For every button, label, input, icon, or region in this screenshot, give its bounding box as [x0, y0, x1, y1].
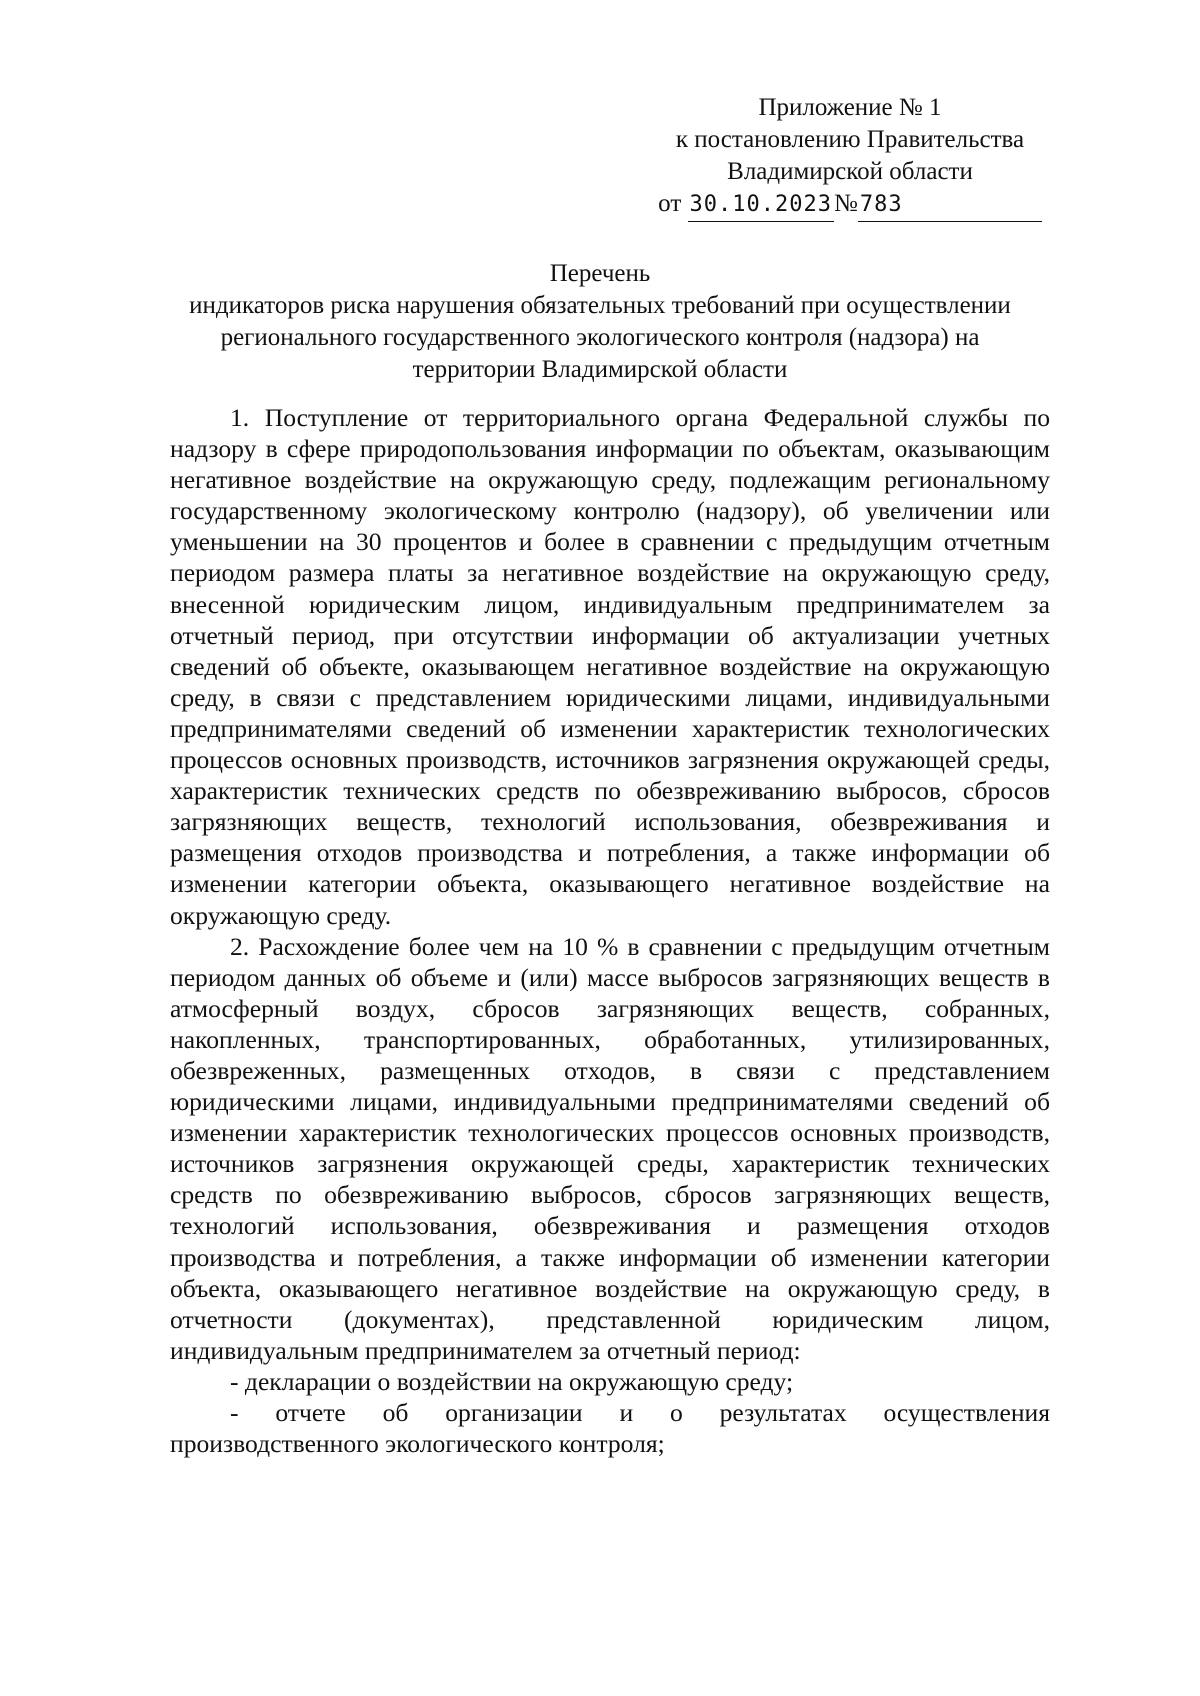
title-line-4: территории Владимирской области — [412, 356, 788, 383]
title-line-3: регионального государственного экологического контроля (надзора) на — [220, 324, 980, 351]
title-line-2: индикаторов риска нарушения обязательных требований при осуществлении — [189, 292, 1011, 319]
appendix-date-line — [640, 188, 1060, 222]
appendix-reference: к постановлению Правительства — [675, 126, 1025, 153]
paragraph-2: 2. Расхождение более чем на 10 % в сравнении с предыдущим отчетным периодом данных об объеме и (или) массе выбросов загрязняющих веществ в атмосферный воздух, сбросов загрязняющих веществ, собранных, накопленных, транспортированных, обработанных, утилизированных, обезвреженных, размещенных отходов, в связи с представлением юридическими лицами, индивидуальными предпринимателями сведений об изменении характеристик технологических процессов основных производств, источников загрязнения окружающей среды, характеристик технических средств по обезвреживанию выбросов, сбросов загрязняющих веществ, технологий использования, обезвреживания и размещения отходов производства и потребления, а также информации об изменении категории объекта, оказывающего негативное воздействие на окружающую среду, в отчетности (документах), представленной юридическим лицом, индивидуальным предпринимателем за отчетный период: — [170, 931, 1050, 1365]
appendix-number: Приложение № 1 — [758, 94, 942, 121]
paragraph-1: 1. Поступление от территориального органа Федеральной службы по надзору в сфере природопользования информации по объектам, оказывающим негативное воздействие на окружающую среду, подлежащим региональному государственному экологическому контролю (надзору), об увеличении или уменьшении на 30 процентов и более в сравнении с предыдущим отчетным периодом размера платы за негативное воздействие на окружающую среду, внесенной юридическим лицом, индивидуальным предпринимателем за отчетный период, при отсутствии информации об актуализации учетных сведений об объекте, оказывающем негативное воздействие на окружающую среду, в связи с представлением юридическими лицами, индивидуальными предпринимателями сведений об изменении характеристик технологических процессов основных производств, источников загрязнения окружающей среды, характеристик технических средств по обезвреживанию выбросов, сбросов загрязняющих веществ, технологий использования, обезвреживания и размещения отходов производства и потребления, а также информации об изменении категории объекта, оказывающего негативное воздействие на окружающую среду. — [170, 403, 1050, 930]
appendix-region: Владимирской области — [727, 158, 973, 185]
number-sign: № — [833, 190, 858, 217]
date-prefix: от — [658, 190, 682, 217]
list-item-report: - отчете об организации и о результатах осуществления производственного экологического контроля; — [170, 1398, 1050, 1459]
list-item-declaration: - декларации о воздействии на окружающую среду; — [230, 1366, 794, 1396]
document-body — [170, 402, 1050, 1459]
document-title — [150, 258, 1050, 386]
appendix-header — [640, 92, 1060, 222]
decree-number: 783 — [858, 189, 1042, 222]
decree-date: 30.10.2023 — [688, 189, 834, 222]
title-line-1: Перечень — [549, 260, 651, 287]
